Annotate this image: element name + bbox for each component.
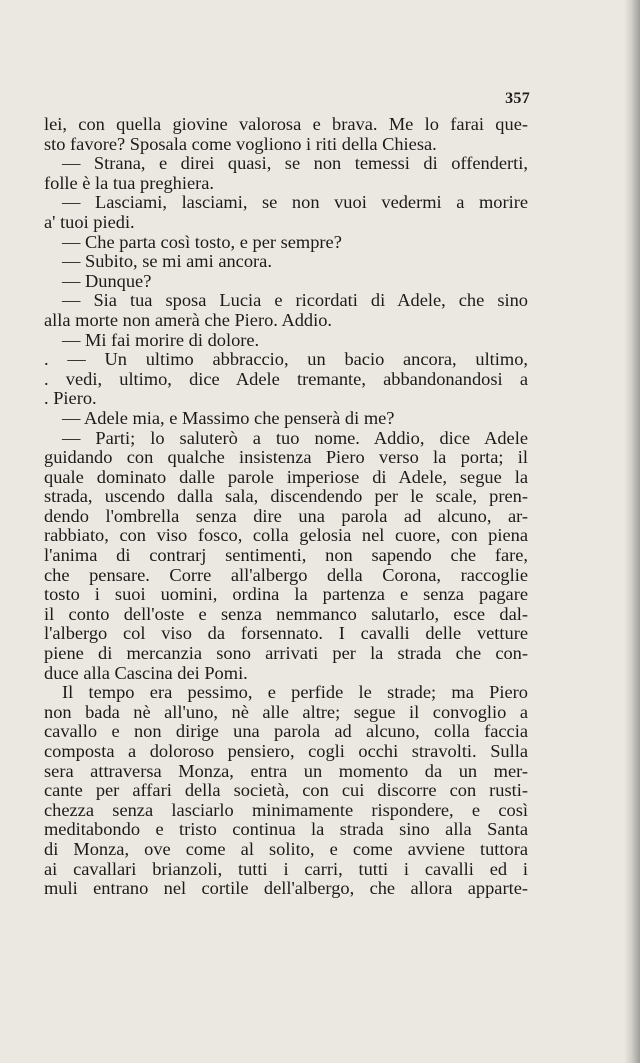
body-text <box>44 115 528 899</box>
text-line: — Subito, se mi ami ancora. <box>62 252 272 272</box>
text-line: — Mi fai morire di dolore. <box>62 330 260 350</box>
text-line: a' tuoi piedi. <box>44 212 135 232</box>
text-line: sto favore? Sposala come vogliono i riti della Chiesa. <box>44 134 437 154</box>
text-line: dendo l'ombrella senza dire una parola ad alcuno, ar- <box>44 506 528 526</box>
text-line: — Adele mia, e Massimo che penserà di me? <box>62 408 395 428</box>
text-line: — Parti; lo saluterò a tuo nome. Addio, dice Adele <box>62 428 528 448</box>
text-line: cante per affari della società, con cui discorre con rusti- <box>44 781 528 801</box>
page-number: 357 <box>505 90 530 107</box>
text-line: ai cavallari brianzoli, tutti i carri, tutti i cavalli ed i <box>44 859 528 879</box>
text-line: — Lasciami, lasciami, se non vuoi vedermi a morire <box>62 193 528 213</box>
text-line: lei, con quella giovine valorosa e brava. Me lo farai que- <box>44 115 528 134</box>
text-line: — Dunque? <box>62 271 152 291</box>
text-line: . Piero. <box>44 389 97 409</box>
text-line: sera attraversa Monza, entra un momento da un mer- <box>44 761 528 781</box>
text-line: guidando con qualche insistenza Piero verso la porta; il <box>44 448 528 468</box>
page-edge-shadow <box>624 0 640 1063</box>
text-line: duce alla Cascina dei Pomi. <box>44 663 248 683</box>
text-line: rabbiato, con viso fosco, colla gelosia nel cuore, con piena <box>44 526 528 546</box>
text-line: non bada nè all'uno, nè alle altre; segue il convoglio a <box>44 702 528 722</box>
text-line: — Strana, e direi quasi, se non temessi di offenderti, <box>62 154 528 174</box>
text-line: strada, uscendo dalla sala, discendendo per le scale, pren- <box>44 487 528 507</box>
text-line: quale dominato dalle parole imperiose di Adele, segue la <box>44 467 528 487</box>
text-line: l'anima di contrarj sentimenti, non sapendo che fare, <box>44 546 528 566</box>
text-line: il conto dell'oste e senza nemmanco salutarlo, esce dal- <box>44 604 528 624</box>
text-line: meditabondo e tristo continua la strada sino alla Santa <box>44 820 528 840</box>
text-line: muli entrano nel cortile dell'albergo, che allora apparte- <box>44 879 528 899</box>
text-line: tosto i suoi uomini, ordina la partenza e senza pagare <box>44 585 528 605</box>
text-line: che pensare. Corre all'albergo della Corona, raccoglie <box>44 565 528 585</box>
text-line: chezza senza lasciarlo minimamente rispondere, e così <box>44 800 528 820</box>
text-line: Il tempo era pessimo, e perfide le strade; ma Piero <box>62 683 528 703</box>
text-line: composta a doloroso pensiero, cogli occhi stravolti. Sulla <box>44 742 528 761</box>
text-line: — Sia tua sposa Lucia e ricordati di Adele, che sino <box>62 291 528 311</box>
text-line: cavallo e non dirige una parola ad alcuno, colla faccia <box>44 722 528 742</box>
text-line: di Monza, ove come al solito, e come avviene tuttora <box>44 839 528 859</box>
text-line: l'albergo col viso da forsennato. I cavalli delle vetture <box>44 624 528 644</box>
text-line: piene di mercanzia sono arrivati per la strada che con- <box>44 644 528 664</box>
text-line: alla morte non amerà che Piero. Addio. <box>44 310 333 330</box>
text-line: folle è la tua preghiera. <box>44 173 215 193</box>
text-line: — Che parta così tosto, e per sempre? <box>62 232 342 252</box>
text-line: . — Un ultimo abbraccio, un bacio ancora, ultimo, <box>44 350 528 370</box>
text-line: . vedi, ultimo, dice Adele tremante, abbandonandosi a <box>44 369 528 389</box>
